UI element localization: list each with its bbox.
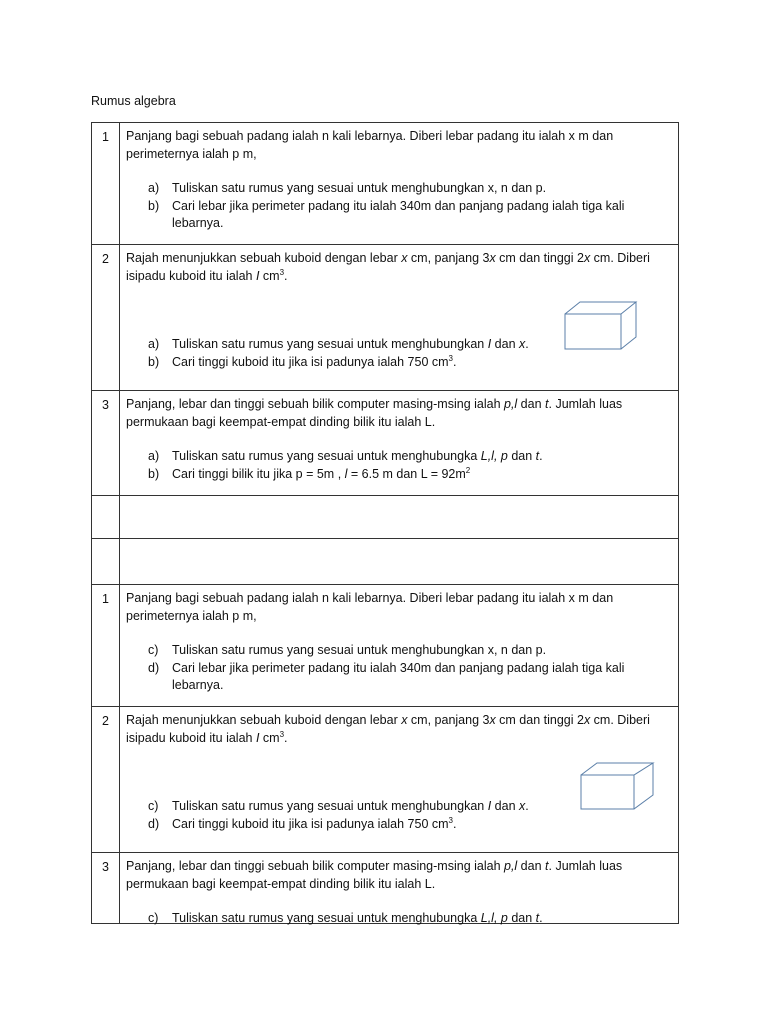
question-content (126, 858, 670, 928)
question-row-3 (91, 390, 679, 496)
question-stem: permukaan bagi keempat-empat dinding bilik itu ialah L. (126, 414, 436, 429)
part-c: c) Tuliskan satu rumus yang sesuai untuk menghubungka L,l, p dan t. (126, 910, 670, 928)
question-stem: Panjang bagi sebuah padang ialah n kali lebarnya. Diberi lebar padang itu ialah x m dan (126, 591, 614, 605)
part-label: d) (148, 816, 160, 831)
question-stem: perimeternya ialah p m, (126, 146, 257, 161)
question-row-2-repeat (91, 706, 679, 853)
question-number: 3 (92, 853, 120, 923)
empty-number-cell (92, 496, 120, 584)
part-label: c) (148, 911, 159, 925)
part-a: a) Tuliskan satu rumus yang sesuai untuk menghubungkan I dan x. (126, 336, 670, 354)
question-stem: Rajah menunjukkan sebuah kuboid dengan lebar x cm, panjang 3x cm dan tinggi 2x cm. Diberi (126, 251, 650, 265)
part-label: a) (148, 337, 160, 351)
question-number: 3 (92, 391, 120, 495)
part-c: c) Tuliskan satu rumus yang sesuai untuk menghubungkan I dan x. (126, 798, 670, 816)
part-a (126, 180, 670, 198)
part-d (126, 660, 670, 695)
question-number: 1 (92, 585, 120, 706)
question-stem: isipadu kuboid itu ialah I $cm^3$. (126, 267, 288, 283)
part-text: Tuliskan satu rumus yang sesuai untuk menghubungkan x, n dan p. (172, 643, 547, 657)
part-label: d) (148, 660, 160, 675)
question-row-2 (91, 244, 679, 391)
question-content (126, 396, 670, 483)
question-stem: Panjang bagi sebuah padang ialah n kali lebarnya. Diberi lebar padang itu ialah x m dan (126, 129, 614, 143)
question-stem: Panjang, lebar dan tinggi sebuah bilik computer masing-msing ialah p,l dan t. Jumlah luas (126, 859, 623, 873)
part-b (126, 198, 670, 233)
part-text: lebarnya. (172, 678, 224, 692)
question-stem: Rajah menunjukkan sebuah kuboid dengan lebar x cm, panjang 3x cm dan tinggi 2x cm. Diberi (126, 713, 650, 727)
part-text: Tuliskan satu rumus yang sesuai untuk menghubungkan x, n dan p. (172, 181, 547, 195)
part-b: b) Cari tinggi bilik itu jika p = 5m , l = 6.5 m dan $L = 92m^2$ (126, 466, 670, 484)
part-label: a) (148, 181, 160, 195)
part-text: Cari lebar jika perimeter padang itu ialah 340m dan panjang padang ialah tiga kali (172, 198, 625, 213)
question-number: 1 (92, 123, 120, 244)
divider-line (91, 538, 679, 539)
part-label: c) (148, 799, 159, 813)
part-text: Cari lebar jika perimeter padang itu ialah 340m dan panjang padang ialah tiga kali (172, 660, 625, 675)
question-number: 2 (92, 245, 120, 390)
question-stem: Panjang, lebar dan tinggi sebuah bilik computer masing-msing ialah p,l dan t. Jumlah luas (126, 397, 623, 411)
cuboid-diagram (577, 761, 657, 815)
part-c (126, 642, 670, 660)
cuboid-diagram (560, 300, 640, 354)
question-content (126, 128, 670, 233)
question-content (126, 590, 670, 695)
part-a: a) Tuliskan satu rumus yang sesuai untuk menghubungka L,l, p dan t. (126, 448, 670, 466)
part-label: b) (148, 198, 160, 213)
part-label: b) (148, 354, 160, 369)
question-row-3-repeat (91, 852, 679, 924)
page-heading: Rumus algebra (91, 94, 176, 108)
part-label: b) (148, 466, 160, 481)
question-row-1 (91, 122, 679, 245)
part-b: b) Cari tinggi kuboid itu jika isi padunya ialah 750 $cm^3$. (126, 354, 670, 372)
question-stem: perimeternya ialah p m, (126, 608, 257, 623)
question-stem: permukaan bagi keempat-empat dinding bilik itu ialah L. (126, 876, 436, 891)
part-label: a) (148, 449, 160, 463)
empty-row (91, 495, 679, 585)
question-number: 2 (92, 707, 120, 852)
question-stem: isipadu kuboid itu ialah I $cm^3$. (126, 729, 288, 745)
part-text: lebarnya. (172, 216, 224, 230)
part-label: c) (148, 643, 159, 657)
part-d: d) Cari tinggi kuboid itu jika isi padunya ialah 750 $cm^3$. (126, 816, 670, 834)
question-row-1-repeat (91, 584, 679, 707)
